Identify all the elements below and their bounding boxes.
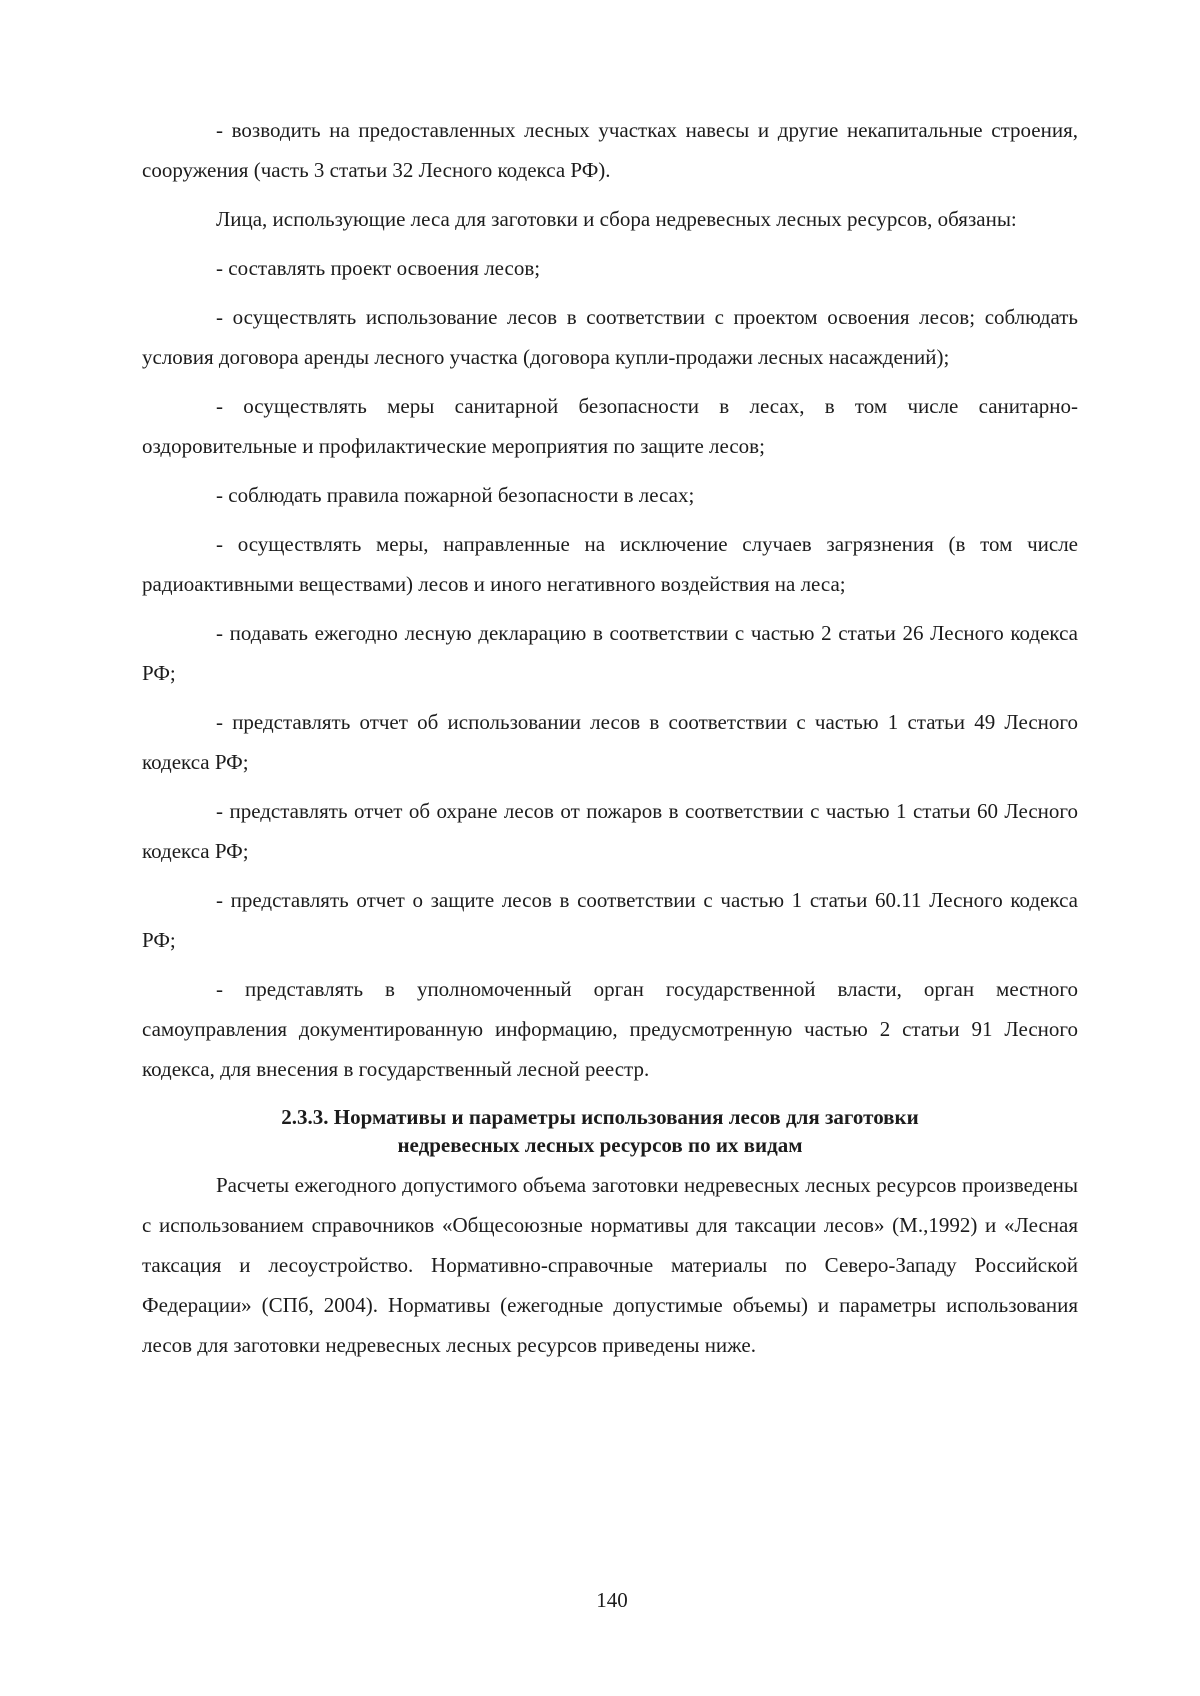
paragraph-fire-safety: - соблюдать правила пожарной безопасности в лесах; [216,483,695,507]
section-paragraph: Расчеты ежегодного допустимого объема заготовки недревесных лесных ресурсов произведены с использованием справочников «Общесоюзные нормативы для таксации лесов» (М.,1992) и «Лесная таксация и лесоустройство. Нормативно-справочные материалы по Северо-Западу Российской Федерации» (СПб, 2004). Нормативы (ежегодные допустимые объемы) и параметры использования лесов для заготовки недревесных лесных ресурсов приведены ниже. [142,1173,1078,1357]
section-body [142,1165,1078,1365]
paragraph-use-according-project: - осуществлять использование лесов в соответствии с проектом освоения лесов; соблюдать условия договора аренды лесного участка (договора купли-продажи лесных насаждений); [142,305,1078,369]
paragraph-pollution-measures: - осуществлять меры, направленные на исключение случаев загрязнения (в том числе радиоактивными веществами) лесов и иного негативного воздействия на леса; [142,532,1078,596]
paragraph-report-protection: - представлять отчет о защите лесов в соответствии с частью 1 статьи 60.11 Лесного кодекса РФ; [142,888,1078,952]
paragraph-build-sheds: - возводить на предоставленных лесных участках навесы и другие некапитальные строения, сооружения (часть 3 статьи 32 Лесного кодекса РФ). [142,118,1078,182]
section-heading-line2: недревесных лесных ресурсов по их видам [397,1133,803,1157]
body-text [142,110,1078,1365]
paragraph-forest-project: - составлять проект освоения лесов; [216,256,541,280]
section-heading-line1: 2.3.3. Нормативы и параметры использования лесов для заготовки [281,1105,919,1129]
paragraph-state-registry: - представлять в уполномоченный орган государственной власти, орган местного самоуправления документированную информацию, предусмотренную частью 2 статьи 91 Лесного кодекса, для внесения в государственный лесной реестр. [142,977,1078,1081]
paragraph-obligations-intro: Лица, использующие леса для заготовки и сбора недревесных лесных ресурсов, обязаны: [216,207,1017,231]
page-number: 140 [596,1588,628,1612]
paragraph-report-fire: - представлять отчет об охране лесов от пожаров в соответствии с частью 1 статьи 60 Лесного кодекса РФ; [142,799,1078,863]
paragraph-report-usage: - представлять отчет об использовании лесов в соответствии с частью 1 статьи 49 Лесного кодекса РФ; [142,710,1078,774]
paragraph-sanitary-safety: - осуществлять меры санитарной безопасности в лесах, в том числе санитарно-оздоровительные и профилактические мероприятия по защите лесов; [142,394,1078,458]
paragraph-forest-declaration: - подавать ежегодно лесную декларацию в соответствии с частью 2 статьи 26 Лесного кодекса РФ; [142,621,1078,685]
section-heading [142,1103,1078,1159]
